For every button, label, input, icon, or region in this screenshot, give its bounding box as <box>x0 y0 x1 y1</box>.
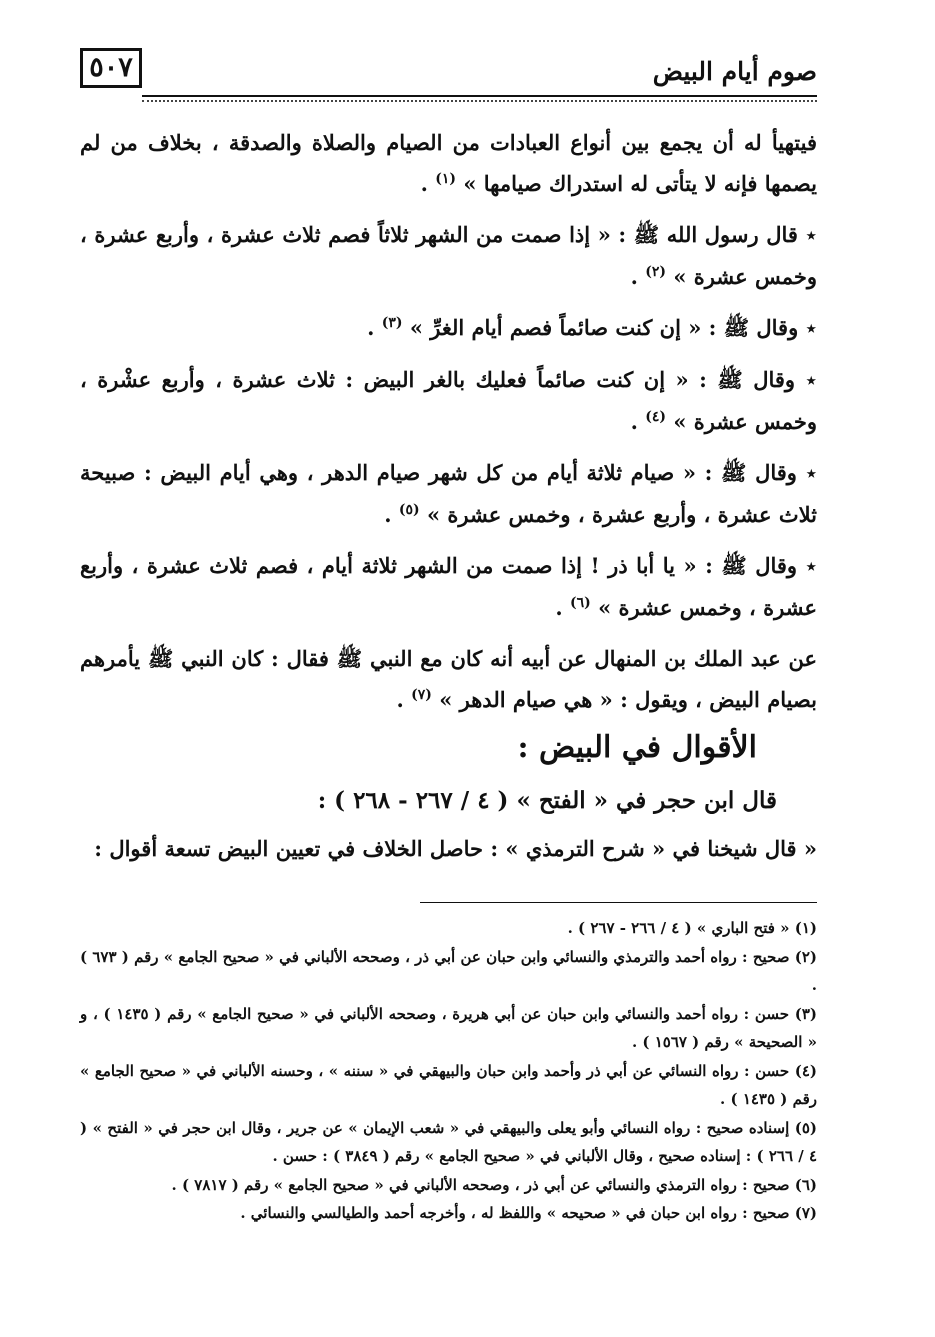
footnote-ref[interactable]: (٤) <box>645 409 667 425</box>
paragraph-6 <box>80 545 817 628</box>
paragraph-text: وقال ﷺ : « إن كنت صائماً فعليك بالغر البيض : ثلاث عشرة ، وأربع عشْرة ، وخمس عشرة » <box>80 367 817 434</box>
header-rule-dotted <box>142 100 817 102</box>
section-subheading: قال ابن حجر في « الفتح » ( ٤ / ٢٦٧ - ٢٦٨ ) : <box>317 787 777 814</box>
paragraph-text: وقال ﷺ : « يا أبا ذر ! إذا صمت من الشهر ثلاثة أيام ، فصم ثلاث عشرة ، وأربع عشرة ، وخمس عشرة » <box>80 553 817 620</box>
header-rule <box>142 95 817 97</box>
paragraph-end: . <box>420 171 436 196</box>
footnote-ref[interactable]: (٣) <box>381 315 403 331</box>
paragraph-end: . <box>630 409 646 434</box>
paragraph-5 <box>80 452 817 535</box>
footnote-1: (١) « فتح الباري » ( ٤ / ٢٦٦ - ٢٦٧ ) . <box>567 919 817 937</box>
asterisk-marker: ٭ <box>805 368 817 392</box>
asterisk-marker: ٭ <box>805 316 817 340</box>
asterisk-marker: ٭ <box>805 554 817 578</box>
paragraph-1 <box>80 122 817 204</box>
paragraph-text: وقال ﷺ : « صيام ثلاثة أيام من كل شهر صيام الدهر ، وهي أيام البيض : صبيحة ثلاث عشرة ، وأربع عشرة ، وخمس عشرة » <box>80 460 817 527</box>
paragraph-7 <box>80 638 817 720</box>
footnote-ref[interactable]: (٧) <box>411 687 432 703</box>
paragraph-2 <box>80 214 817 297</box>
page-number: ٥٠٧ <box>80 48 142 88</box>
paragraph-text: قال رسول الله ﷺ : « إذا صمت من الشهر ثلاثاً فصم ثلاث عشرة ، وأربع عشرة ، وخمس عشرة » <box>80 222 817 289</box>
body-text <box>80 122 817 873</box>
paragraph-end: . <box>630 264 646 289</box>
footnote-7: (٧) صحيح : رواه ابن حبان في « صحيحه » واللفظ له ، وأخرجه أحمد والطيالسي والنسائي . <box>240 1204 817 1222</box>
paragraph-end: . <box>555 595 571 620</box>
paragraph-3 <box>80 307 817 349</box>
running-title: صوم أيام البيض <box>652 57 817 86</box>
footnote-5: (٥) إسناده صحيح : رواه النسائي وأبو يعلى والبيهقي في « شعب الإيمان » عن جرير ، وقال ابن حجر في « الفتح » ( ٤ / ٢٦٦ ) : إسناده صحيح ، وقال الألباني في « صحيح الجامع » رقم ( ٣٨٤٩ ) : حسن . <box>80 1118 817 1165</box>
footnote-3: (٣) حسن : رواه أحمد والنسائي وابن حبان عن أبي هريرة ، وصححه الألباني في « صحيح الجامع » رقم ( ١٤٣٥ ) ، و « الصحيحة » رقم ( ١٥٦٧ ) . <box>80 1004 817 1051</box>
footnote-6: (٦) صحيح : رواه الترمذي والنسائي عن أبي ذر ، وصححه الألباني في « صحيح الجامع » رقم ( ٧٨١٧ ) . <box>171 1175 817 1194</box>
paragraph-end: . <box>367 315 382 340</box>
section-heading: الأقوال في البيض : <box>517 730 757 765</box>
paragraph-end: . <box>384 502 399 527</box>
footnote-ref[interactable]: (١) <box>435 171 457 187</box>
asterisk-marker: ٭ <box>805 461 818 485</box>
footnote-2: (٢) صحيح : رواه أحمد والترمذي والنسائي وابن حبان عن أبي ذر ، وصححه الألباني في « صحيح الجامع » رقم ( ٦٧٣ ) . <box>80 947 817 994</box>
footnote-divider <box>420 902 817 903</box>
footnote-ref[interactable]: (٦) <box>570 595 591 611</box>
quote-paragraph: « قال شيخنا في « شرح الترمذي » : حاصل الخلاف في تعيين البيض تسعة أقوال : <box>94 836 817 861</box>
footnotes <box>80 914 817 1228</box>
footnote-ref[interactable]: (٢) <box>645 264 667 280</box>
footnote-4: (٤) حسن : رواه النسائي عن أبي ذر وأحمد وابن حبان والبيهقي في « سننه » ، وحسنه الألباني في « صحيح الجامع » رقم ( ١٤٣٥ ) . <box>80 1061 817 1108</box>
paragraph-4 <box>80 359 817 442</box>
asterisk-marker: ٭ <box>805 223 817 247</box>
paragraph-text: عن عبد الملك بن المنهال عن أبيه أنه كان مع النبي ﷺ فقال : كان النبي ﷺ يأمرهم بصيام البيض ، ويقول : « هي صيام الدهر » <box>80 646 817 712</box>
paragraph-text: فيتهيأ له أن يجمع بين أنواع العبادات من الصيام والصلاة والصدقة ، بخلاف من لم يصمها فإنه لا يتأتى له استدراك صيامها » <box>80 130 817 196</box>
paragraph-text: وقال ﷺ : « إن كنت صائماً فصم أيام الغرِّ » <box>409 315 799 340</box>
paragraph-end: . <box>396 687 412 712</box>
footnote-ref[interactable]: (٥) <box>398 502 420 518</box>
